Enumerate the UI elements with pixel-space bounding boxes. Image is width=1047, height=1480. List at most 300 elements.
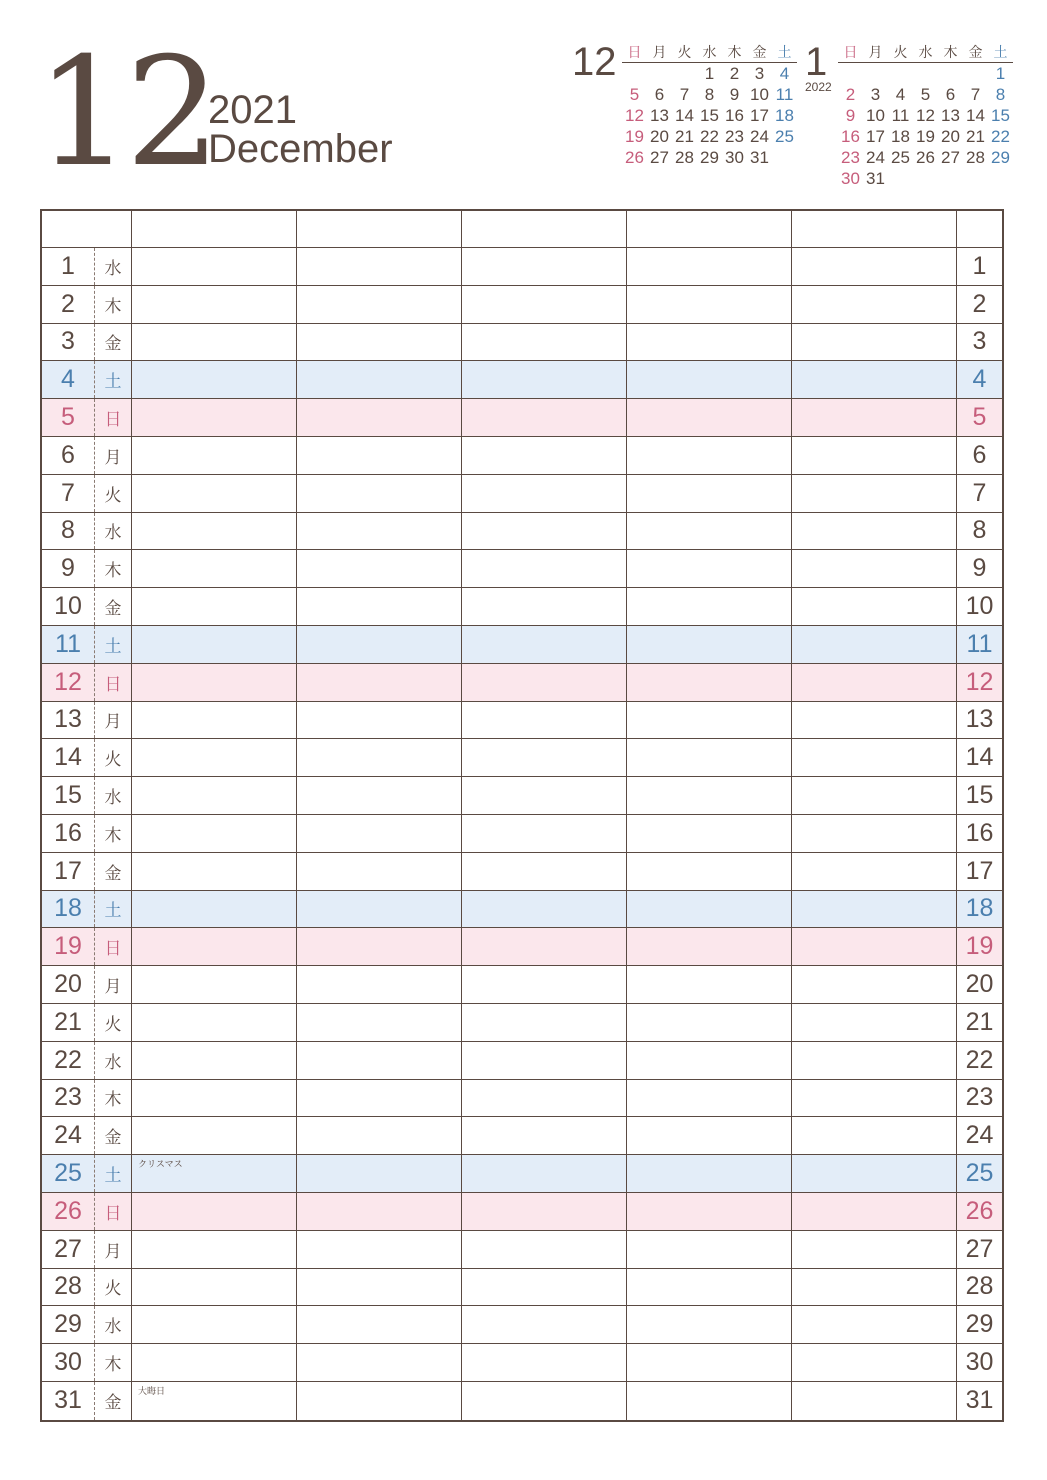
member-column-header[interactable]	[792, 211, 957, 247]
schedule-cell[interactable]	[627, 361, 792, 398]
schedule-cell[interactable]	[462, 702, 627, 739]
mini-day: 15	[991, 106, 1010, 125]
mini-day: 10	[750, 85, 769, 104]
mini-day: 1	[995, 64, 1006, 83]
schedule-cell[interactable]	[132, 739, 297, 776]
mini-day: 28	[675, 148, 694, 167]
schedule-cell[interactable]	[792, 248, 957, 285]
schedule-cell[interactable]	[132, 1080, 297, 1117]
schedule-cell[interactable]	[297, 1004, 462, 1041]
day-number: 14	[54, 743, 82, 772]
day-number-right: 20	[965, 970, 994, 999]
mini-day: 21	[966, 127, 985, 146]
schedule-cell[interactable]	[792, 1042, 957, 1079]
schedule-cell[interactable]	[462, 891, 627, 928]
day-of-week: 土	[94, 626, 132, 663]
schedule-cell[interactable]	[132, 777, 297, 814]
mini-day	[672, 63, 697, 84]
day-of-week: 月	[94, 437, 132, 474]
day-number-right: 4	[972, 365, 987, 394]
schedule-cell[interactable]	[627, 437, 792, 474]
day-number: 23	[54, 1083, 82, 1112]
schedule-cell[interactable]	[462, 1382, 627, 1420]
day-number-right: 27	[965, 1234, 994, 1263]
schedule-cell[interactable]	[297, 1231, 462, 1268]
schedule-cell[interactable]	[627, 399, 792, 436]
day-of-week: 土	[94, 361, 132, 398]
day-number-right: 1	[972, 251, 987, 280]
schedule-cell[interactable]	[132, 550, 297, 587]
schedule-cell[interactable]	[132, 513, 297, 550]
schedule-cell[interactable]	[297, 891, 462, 928]
table-row	[42, 361, 1002, 399]
schedule-cell[interactable]	[462, 286, 627, 323]
holiday-note: クリスマス	[138, 1160, 183, 1171]
schedule-cell[interactable]	[792, 1344, 957, 1381]
member-column-header[interactable]	[132, 211, 297, 247]
day-number-right: 31	[965, 1386, 994, 1415]
schedule-cell[interactable]	[462, 1306, 627, 1343]
schedule-cell[interactable]	[132, 361, 297, 398]
schedule-cell[interactable]	[792, 1004, 957, 1041]
schedule-cell[interactable]	[627, 286, 792, 323]
schedule-cell[interactable]	[792, 324, 957, 361]
schedule-cell[interactable]	[297, 588, 462, 625]
schedule-cell[interactable]	[132, 1117, 297, 1154]
schedule-cell[interactable]	[792, 550, 957, 587]
schedule-cell[interactable]	[132, 928, 297, 965]
schedule-cell[interactable]	[297, 1155, 462, 1192]
mini-calendar-month: 1	[805, 40, 828, 84]
schedule-cell[interactable]	[627, 1269, 792, 1306]
schedule-cell[interactable]	[627, 475, 792, 512]
table-row	[42, 1344, 1002, 1382]
schedule-cell[interactable]	[462, 361, 627, 398]
mini-day: 30	[841, 169, 860, 188]
mini-day: 24	[866, 148, 885, 167]
mini-weekday-header: 月	[647, 42, 672, 63]
day-number-right: 15	[965, 781, 994, 810]
table-row	[42, 891, 1002, 929]
schedule-cell[interactable]	[132, 1042, 297, 1079]
schedule-cell[interactable]	[627, 853, 792, 890]
day-number-right: 14	[965, 743, 994, 772]
day-number: 9	[61, 554, 75, 583]
mini-day: 31	[866, 169, 885, 188]
schedule-cell[interactable]	[132, 324, 297, 361]
mini-day	[913, 168, 938, 189]
day-of-week: 水	[94, 513, 132, 550]
schedule-cell[interactable]	[132, 626, 297, 663]
day-number-right: 5	[972, 403, 987, 432]
schedule-cell[interactable]	[132, 966, 297, 1003]
table-row	[42, 815, 1002, 853]
mini-day: 19	[625, 127, 644, 146]
day-number: 30	[54, 1348, 82, 1376]
schedule-cell[interactable]	[792, 1193, 957, 1230]
mini-day: 6	[654, 85, 665, 104]
schedule-cell[interactable]	[462, 513, 627, 550]
schedule-cell[interactable]	[792, 399, 957, 436]
mini-day	[938, 168, 963, 189]
schedule-cell[interactable]	[297, 437, 462, 474]
schedule-cell[interactable]	[462, 853, 627, 890]
schedule-cell[interactable]	[132, 702, 297, 739]
schedule-cell[interactable]	[792, 588, 957, 625]
mini-day	[838, 63, 863, 84]
day-number-right: 28	[965, 1272, 994, 1301]
schedule-cell[interactable]	[792, 1269, 957, 1306]
mini-day: 17	[866, 127, 885, 146]
schedule-cell[interactable]	[297, 550, 462, 587]
member-column-header[interactable]	[462, 211, 627, 247]
schedule-cell[interactable]	[297, 626, 462, 663]
day-number-right: 23	[965, 1083, 994, 1112]
table-row	[42, 1155, 1002, 1193]
planner-table	[40, 209, 1004, 1422]
table-row	[42, 475, 1002, 513]
big-month-number: 12	[36, 26, 215, 200]
schedule-cell[interactable]	[462, 324, 627, 361]
day-number: 5	[61, 403, 75, 432]
day-of-week: 金	[94, 853, 132, 890]
schedule-cell[interactable]	[627, 1155, 792, 1192]
day-number: 24	[54, 1121, 82, 1150]
schedule-cell[interactable]	[132, 248, 297, 285]
day-number-right: 19	[965, 932, 994, 961]
day-number: 29	[54, 1310, 82, 1339]
schedule-cell[interactable]	[132, 891, 297, 928]
schedule-cell[interactable]	[627, 513, 792, 550]
mini-day: 20	[941, 127, 960, 146]
day-of-week: 水	[94, 1042, 132, 1079]
mini-weekday-header: 木	[722, 42, 747, 63]
day-number: 21	[54, 1007, 82, 1036]
table-row	[42, 928, 1002, 966]
schedule-cell[interactable]	[132, 1231, 297, 1268]
schedule-cell[interactable]	[462, 664, 627, 701]
schedule-cell[interactable]	[132, 1344, 297, 1381]
schedule-cell[interactable]	[627, 324, 792, 361]
schedule-cell[interactable]	[462, 1117, 627, 1154]
day-number: 11	[55, 629, 81, 658]
schedule-cell[interactable]	[792, 853, 957, 890]
schedule-cell[interactable]	[792, 1231, 957, 1268]
schedule-cell[interactable]	[627, 1193, 792, 1230]
day-of-week: 土	[94, 1155, 132, 1192]
mini-day: 22	[700, 127, 719, 146]
schedule-cell[interactable]	[792, 626, 957, 663]
schedule-cell[interactable]	[792, 1155, 957, 1192]
mini-day: 28	[966, 148, 985, 167]
schedule-cell[interactable]	[627, 1080, 792, 1117]
day-number-right: 30	[965, 1348, 994, 1376]
table-row	[42, 853, 1002, 891]
schedule-cell[interactable]	[792, 361, 957, 398]
day-number-right: 26	[965, 1196, 994, 1225]
schedule-cell[interactable]	[792, 1080, 957, 1117]
schedule-cell[interactable]	[627, 664, 792, 701]
table-row	[42, 1080, 1002, 1118]
day-of-week: 木	[94, 1080, 132, 1117]
day-of-week: 金	[94, 1382, 132, 1420]
schedule-cell[interactable]	[132, 664, 297, 701]
mini-day: 23	[725, 127, 744, 146]
schedule-cell[interactable]	[627, 1042, 792, 1079]
mini-day	[913, 63, 938, 84]
table-row	[42, 626, 1002, 664]
schedule-cell[interactable]	[132, 1193, 297, 1230]
mini-day: 11	[775, 85, 794, 104]
day-number: 27	[54, 1234, 82, 1263]
schedule-cell[interactable]	[297, 1269, 462, 1306]
header-right-cell	[957, 211, 1002, 247]
table-row	[42, 1306, 1002, 1344]
schedule-cell[interactable]	[297, 248, 462, 285]
schedule-cell[interactable]	[132, 1004, 297, 1041]
schedule-cell[interactable]	[792, 891, 957, 928]
schedule-cell[interactable]	[297, 513, 462, 550]
table-row	[42, 513, 1002, 551]
schedule-cell[interactable]	[627, 248, 792, 285]
day-number-right: 9	[972, 554, 987, 583]
schedule-cell[interactable]	[462, 777, 627, 814]
day-of-week: 木	[94, 286, 132, 323]
day-number: 25	[54, 1159, 82, 1188]
mini-day	[647, 63, 672, 84]
schedule-cell[interactable]	[792, 437, 957, 474]
mini-weekday-header: 土	[772, 42, 797, 63]
schedule-cell[interactable]	[132, 853, 297, 890]
table-row	[42, 1269, 1002, 1307]
mini-weekday-header: 火	[672, 42, 697, 63]
schedule-cell[interactable]	[627, 1117, 792, 1154]
schedule-cell[interactable]	[297, 286, 462, 323]
day-of-week: 木	[94, 1344, 132, 1381]
mini-weekday-header: 日	[838, 42, 863, 63]
schedule-cell[interactable]	[297, 966, 462, 1003]
mini-day: 20	[650, 127, 669, 146]
schedule-cell[interactable]	[297, 664, 462, 701]
schedule-cell[interactable]	[297, 739, 462, 776]
mini-day: 9	[845, 106, 856, 125]
mini-day: 23	[841, 148, 860, 167]
schedule-cell[interactable]	[297, 324, 462, 361]
schedule-cell[interactable]	[132, 815, 297, 852]
schedule-cell[interactable]	[627, 777, 792, 814]
schedule-cell[interactable]	[132, 399, 297, 436]
schedule-cell[interactable]	[792, 777, 957, 814]
schedule-cell[interactable]	[462, 626, 627, 663]
mini-day: 27	[650, 148, 669, 167]
table-row	[42, 1117, 1002, 1155]
schedule-cell[interactable]	[462, 1004, 627, 1041]
schedule-cell[interactable]	[462, 1344, 627, 1381]
schedule-cell[interactable]	[627, 1382, 792, 1420]
schedule-cell[interactable]	[627, 891, 792, 928]
day-of-week: 日	[94, 399, 132, 436]
schedule-cell[interactable]	[297, 361, 462, 398]
schedule-cell[interactable]	[297, 928, 462, 965]
day-number: 7	[61, 478, 75, 507]
schedule-cell[interactable]	[462, 1193, 627, 1230]
schedule-cell[interactable]	[297, 1080, 462, 1117]
schedule-cell[interactable]	[627, 588, 792, 625]
header-date-cell	[42, 211, 94, 247]
schedule-cell[interactable]	[462, 248, 627, 285]
mini-day: 6	[945, 85, 956, 104]
month-name: December	[208, 127, 393, 171]
schedule-cell[interactable]	[792, 1306, 957, 1343]
schedule-cell[interactable]	[462, 437, 627, 474]
schedule-cell[interactable]	[627, 1231, 792, 1268]
member-column-header[interactable]	[297, 211, 462, 247]
schedule-cell[interactable]	[297, 1042, 462, 1079]
schedule-cell[interactable]	[627, 626, 792, 663]
schedule-cell[interactable]	[627, 1004, 792, 1041]
mini-day: 25	[775, 127, 794, 146]
schedule-cell[interactable]	[627, 702, 792, 739]
schedule-cell[interactable]	[132, 1382, 297, 1420]
schedule-cell[interactable]	[462, 475, 627, 512]
schedule-cell[interactable]	[132, 437, 297, 474]
mini-day: 4	[895, 85, 906, 104]
schedule-cell[interactable]	[462, 588, 627, 625]
schedule-cell[interactable]	[627, 1344, 792, 1381]
schedule-cell[interactable]	[297, 1306, 462, 1343]
schedule-cell[interactable]	[297, 475, 462, 512]
table-row	[42, 1231, 1002, 1269]
day-number: 6	[61, 440, 75, 469]
table-row	[42, 1193, 1002, 1231]
schedule-cell[interactable]	[627, 550, 792, 587]
schedule-cell[interactable]	[132, 1269, 297, 1306]
day-number-right: 18	[965, 894, 994, 923]
table-row	[42, 966, 1002, 1004]
schedule-cell[interactable]	[462, 550, 627, 587]
table-row	[42, 664, 1002, 702]
day-number: 16	[54, 818, 82, 847]
day-number-right: 17	[965, 856, 994, 885]
day-number-right: 6	[972, 440, 987, 469]
schedule-cell[interactable]	[297, 1382, 462, 1420]
schedule-cell[interactable]	[297, 702, 462, 739]
table-row	[42, 702, 1002, 740]
mini-day: 18	[775, 106, 794, 125]
table-header-row	[42, 211, 1002, 248]
mini-calendar-grid	[838, 42, 1013, 189]
schedule-cell[interactable]	[462, 399, 627, 436]
schedule-cell[interactable]	[792, 928, 957, 965]
schedule-cell[interactable]	[297, 1344, 462, 1381]
schedule-cell[interactable]	[627, 1306, 792, 1343]
mini-day	[622, 63, 647, 84]
schedule-cell[interactable]	[627, 966, 792, 1003]
table-row	[42, 1004, 1002, 1042]
day-number-right: 22	[965, 1045, 994, 1074]
mini-day	[772, 147, 797, 168]
mini-day: 25	[891, 148, 910, 167]
mini-weekday-header: 金	[963, 42, 988, 63]
schedule-cell[interactable]	[132, 286, 297, 323]
schedule-cell[interactable]	[792, 664, 957, 701]
schedule-cell[interactable]	[132, 475, 297, 512]
schedule-cell[interactable]	[792, 739, 957, 776]
schedule-cell[interactable]	[462, 966, 627, 1003]
day-number-right: 25	[965, 1159, 994, 1188]
mini-day	[963, 168, 988, 189]
schedule-cell[interactable]	[792, 1382, 957, 1420]
mini-day: 27	[941, 148, 960, 167]
schedule-cell[interactable]	[462, 1155, 627, 1192]
schedule-cell[interactable]	[462, 739, 627, 776]
mini-day	[938, 63, 963, 84]
mini-day: 8	[704, 85, 715, 104]
mini-day: 16	[841, 127, 860, 146]
day-number: 4	[61, 365, 75, 394]
mini-day	[963, 63, 988, 84]
mini-day: 2	[845, 85, 856, 104]
member-column-header[interactable]	[627, 211, 792, 247]
day-of-week: 火	[94, 1004, 132, 1041]
schedule-cell[interactable]	[297, 1193, 462, 1230]
day-of-week: 日	[94, 664, 132, 701]
schedule-cell[interactable]	[627, 815, 792, 852]
schedule-cell[interactable]	[792, 1117, 957, 1154]
mini-weekday-header: 火	[888, 42, 913, 63]
schedule-cell[interactable]	[462, 928, 627, 965]
schedule-cell[interactable]	[627, 928, 792, 965]
schedule-cell[interactable]	[792, 513, 957, 550]
schedule-cell[interactable]	[132, 1306, 297, 1343]
schedule-cell[interactable]	[297, 399, 462, 436]
day-of-week: 月	[94, 1231, 132, 1268]
schedule-cell[interactable]	[132, 588, 297, 625]
schedule-cell[interactable]	[462, 1080, 627, 1117]
schedule-cell[interactable]	[627, 739, 792, 776]
schedule-cell[interactable]	[297, 1117, 462, 1154]
day-number: 26	[54, 1196, 82, 1225]
day-of-week: 土	[94, 891, 132, 928]
mini-day	[988, 168, 1013, 189]
day-number: 15	[54, 781, 82, 810]
schedule-cell[interactable]	[297, 777, 462, 814]
table-row	[42, 1042, 1002, 1080]
mini-day: 21	[675, 127, 694, 146]
mini-day: 29	[700, 148, 719, 167]
schedule-cell[interactable]	[792, 966, 957, 1003]
schedule-cell[interactable]	[297, 815, 462, 852]
schedule-cell[interactable]	[792, 286, 957, 323]
schedule-cell[interactable]	[792, 702, 957, 739]
schedule-cell[interactable]	[462, 815, 627, 852]
day-number: 28	[54, 1272, 82, 1301]
schedule-cell[interactable]	[297, 853, 462, 890]
mini-day: 11	[891, 106, 910, 125]
schedule-cell[interactable]	[792, 815, 957, 852]
day-number-right: 3	[972, 327, 987, 356]
schedule-cell[interactable]	[462, 1269, 627, 1306]
schedule-cell[interactable]	[462, 1042, 627, 1079]
schedule-cell[interactable]	[792, 475, 957, 512]
schedule-cell[interactable]	[132, 1155, 297, 1192]
table-row	[42, 550, 1002, 588]
day-of-week: 木	[94, 815, 132, 852]
mini-day: 26	[625, 148, 644, 167]
schedule-cell[interactable]	[462, 1231, 627, 1268]
mini-day: 13	[650, 106, 669, 125]
mini-day: 4	[779, 64, 790, 83]
